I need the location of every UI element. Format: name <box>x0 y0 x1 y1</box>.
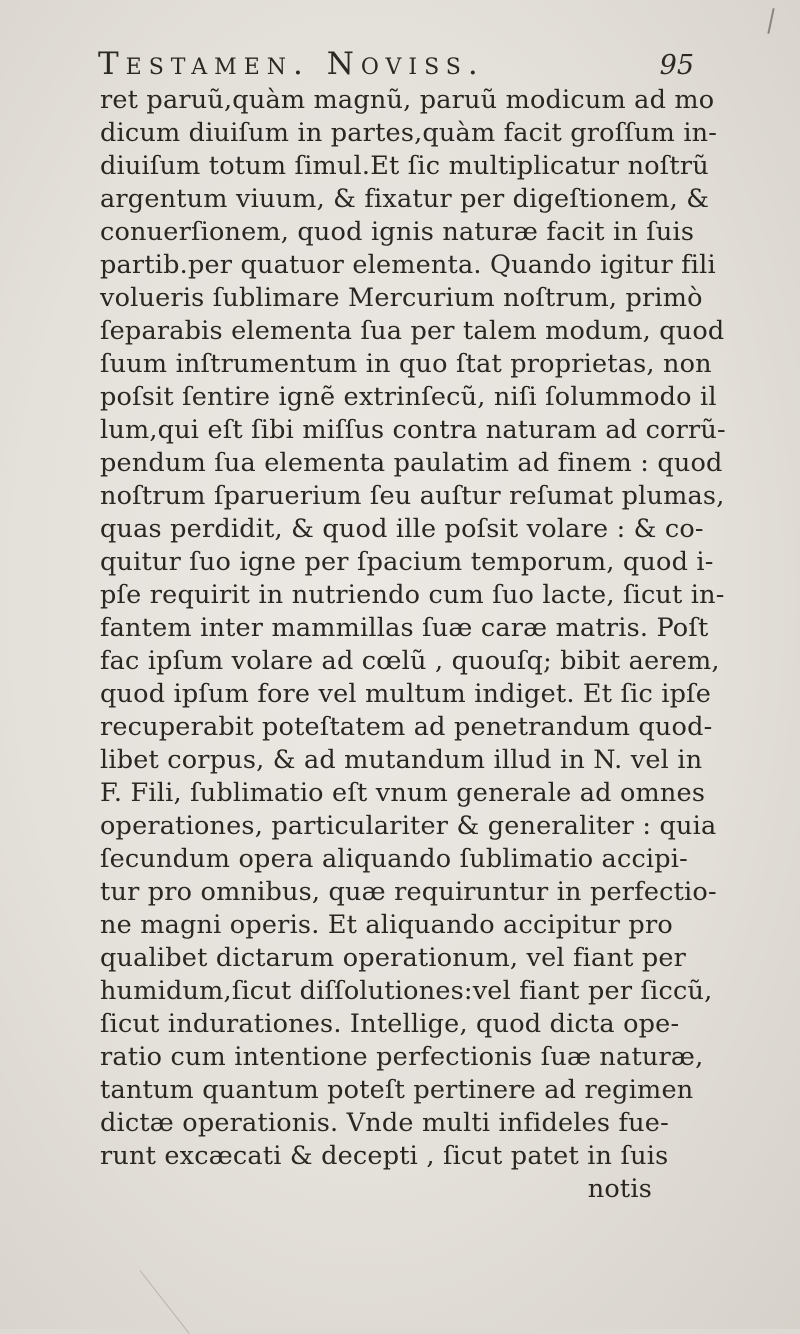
text-line: fac ipſum volare ad cœlũ , quouſq; bibit aerem, <box>100 646 720 676</box>
text-line: pendum ſua elementa paulatim ad finem : quod <box>100 448 723 478</box>
text-line: dicum diuiſum in partes,quàm facit groſſum in- <box>100 118 718 148</box>
running-title: Testamen. Noviss. <box>98 46 485 82</box>
text-line: tur pro omnibus, quæ requiruntur in perfectio- <box>100 877 717 907</box>
text-line: ſeparabis elementa ſua per talem modum, quod <box>100 316 725 346</box>
text-line: runt excæcati & decepti , ſicut patet in ſuis <box>100 1141 669 1171</box>
text-line: quod ipſum fore vel multum indiget. Et ſic ipſe <box>100 679 712 709</box>
text-line: quas perdidit, & quod ille poſsit volare : & co- <box>100 514 704 544</box>
text-line: fantem inter mammillas ſuæ caræ matris. Poſt <box>100 613 709 643</box>
text-line: F. Fili, ſublimatio eſt vnum generale ad omnes <box>100 778 706 808</box>
text-line: poſsit ſentire ignẽ extrinſecũ, niſi ſolummodo il <box>100 382 717 412</box>
text-line: conuerſionem, quod ignis naturæ facit in ſuis <box>100 217 695 247</box>
body-text <box>100 84 726 1206</box>
text-line: humidum,ſicut diſſolutiones:vel fiant per ſiccũ, <box>100 976 713 1006</box>
text-line: argentum viuum, & fixatur per digeſtionem, & <box>100 184 710 214</box>
text-line: ſuum inſtrumentum in quo ſtat proprietas, non <box>100 349 712 379</box>
text-line: diuiſum totum ſimul.Et ſic multiplicatur noſtrũ <box>100 151 709 181</box>
text-line: operationes, particulariter & generaliter : quia <box>100 811 717 841</box>
text-line: pſe requirit in nutriendo cum ſuo lacte, ſicut in- <box>100 580 725 610</box>
text-line: ſicut indurationes. Intellige, quod dicta ope- <box>100 1009 680 1039</box>
text-line: tantum quantum poteſt pertinere ad regimen <box>100 1075 694 1105</box>
paper-crease <box>140 1270 190 1334</box>
text-line: volueris ſublimare Mercurium noſtrum, primò <box>100 283 703 313</box>
text-line: recuperabit poteſtatem ad penetrandum quod- <box>100 712 713 742</box>
page-number: 95 <box>659 50 694 81</box>
text-line: ret paruũ,quàm magnũ, paruũ modicum ad mo <box>100 85 715 115</box>
text-line: ratio cum intentione perfectionis ſuæ naturæ, <box>100 1042 704 1072</box>
text-line: partib.per quatuor elementa. Quando igitur fili <box>100 250 716 280</box>
margin-mark <box>767 8 774 34</box>
text-line: ſecundum opera aliquando ſublimatio accipi- <box>100 844 688 874</box>
text-line: libet corpus, & ad mutandum illud in N. vel in <box>100 745 703 775</box>
catchword: notis <box>587 1174 652 1204</box>
text-line: ne magni operis. Et aliquando accipitur pro <box>100 910 673 940</box>
text-line: qualibet dictarum operationum, vel fiant per <box>100 943 687 973</box>
text-line: dictæ operationis. Vnde multi infideles fue- <box>100 1108 669 1138</box>
text-line: lum,qui eſt ſibi miſſus contra naturam ad corrũ- <box>100 415 726 445</box>
text-line: quitur ſuo igne per ſpacium temporum, quod i- <box>100 547 714 577</box>
text-line: noſtrum ſparuerium ſeu auſtur reſumat plumas, <box>100 481 725 511</box>
